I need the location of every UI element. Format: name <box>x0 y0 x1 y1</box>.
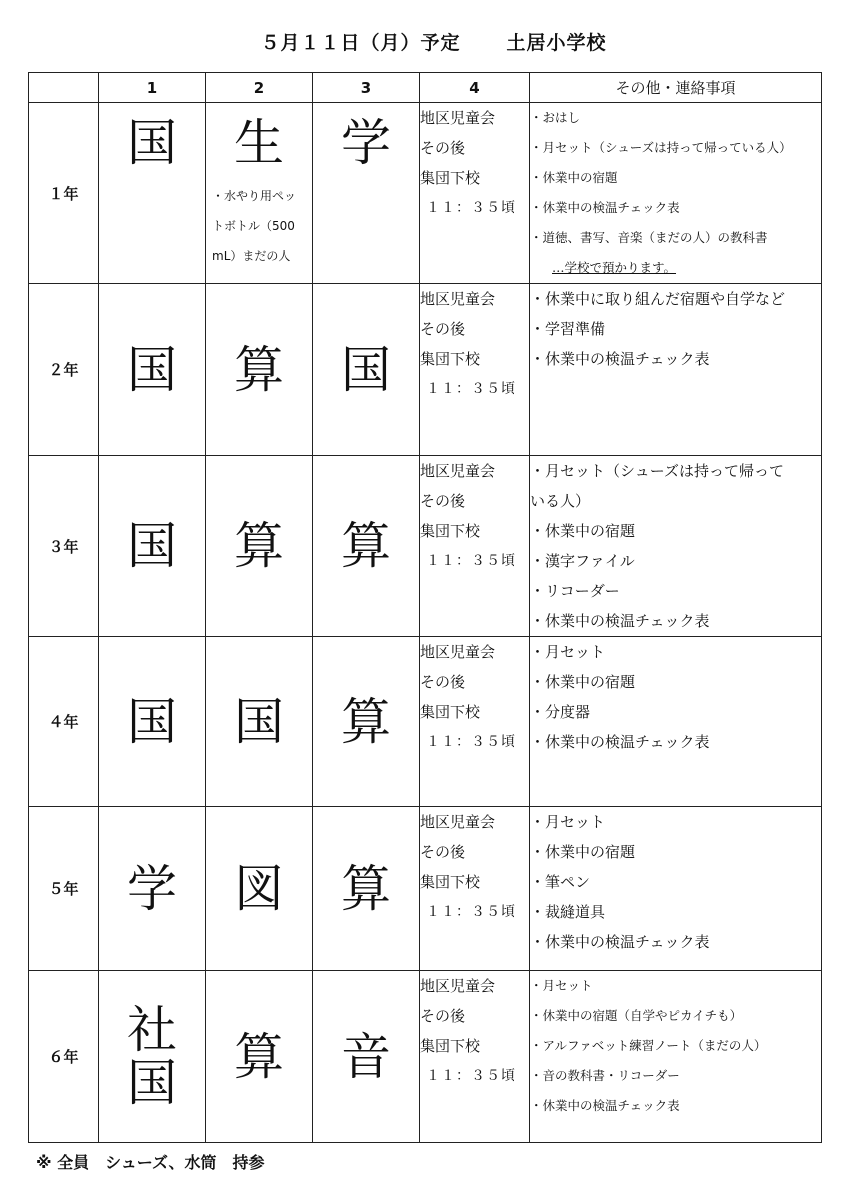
p4-line: 地区児童会 <box>420 977 496 995</box>
period-3-subject: 算 <box>313 807 420 971</box>
p4-line: 集団下校 <box>420 1037 481 1055</box>
note-item: ・休業中の宿題 <box>530 522 636 540</box>
note-item: ・裁縫道具 <box>530 903 606 921</box>
header-period-1: 1 <box>99 73 206 103</box>
grade-label: １年 <box>29 103 99 284</box>
note-item: ・月セット（シューズは持って帰って <box>530 462 784 480</box>
period-3-subject: 音 <box>313 971 420 1143</box>
grade-label: ２年 <box>29 284 99 456</box>
notes-cell <box>530 807 822 971</box>
note-item: ・月セット <box>530 978 593 993</box>
p4-line: その後 <box>420 673 466 691</box>
period-4-cell <box>420 807 530 971</box>
note-item: ・休業中の検温チェック表 <box>530 1098 680 1113</box>
period-2-subject: 生 <box>234 114 284 172</box>
period-1-cell <box>99 971 206 1143</box>
note-item: ・休業中の宿題 <box>530 170 618 185</box>
notes-cell <box>530 637 822 807</box>
period-4-cell <box>420 103 530 284</box>
grade-label: ６年 <box>29 971 99 1143</box>
period-2-subject: 図 <box>206 807 313 971</box>
period-1-subject: 国 <box>99 103 206 284</box>
note-item: ・休業中の宿題 <box>530 673 636 691</box>
p4-time: １１：３５頃 <box>426 553 516 569</box>
note-item: いる人） <box>530 492 591 510</box>
note-item: ・休業中の宿題（自学やピカイチも） <box>530 1008 743 1023</box>
note-item: ・アルファベット練習ノート（まだの人） <box>530 1038 767 1053</box>
notes-cell <box>530 456 822 637</box>
p4-time: １１：３５頃 <box>426 904 516 920</box>
note-item-indent: …学校で預かります。 <box>552 260 677 275</box>
p4-time: １１：３５頃 <box>426 381 516 397</box>
period-1-subject-a: 社 <box>127 1001 177 1059</box>
table-row <box>29 284 822 456</box>
table-row <box>29 456 822 637</box>
note-item: ・道徳、書写、音楽（まだの人）の教科書 <box>530 230 768 245</box>
period-2-subject: 算 <box>206 971 313 1143</box>
note-item: ・月セット（シューズは持って帰っている人） <box>530 140 792 155</box>
note-item: ・漢字ファイル <box>530 552 635 570</box>
note-item: ・音の教科書・リコーダー <box>530 1068 680 1083</box>
p4-line: 集団下校 <box>420 522 481 540</box>
note-item: ・分度器 <box>530 703 591 721</box>
p4-time: １１：３５頃 <box>426 1068 516 1084</box>
header-row <box>29 73 822 103</box>
p4-line: 集団下校 <box>420 169 481 187</box>
period-1-subject: 国 <box>99 284 206 456</box>
header-corner <box>29 73 99 103</box>
period-2-subject: 算 <box>206 456 313 637</box>
period-3-subject: 算 <box>313 637 420 807</box>
note-line: トボトル（500 <box>212 219 295 233</box>
p4-line: 集団下校 <box>420 873 481 891</box>
notes-cell <box>530 971 822 1143</box>
title-school: 土居小学校 <box>506 32 607 54</box>
note-item: ・休業中の検温チェック表 <box>530 733 710 751</box>
period-2-cell <box>206 103 313 284</box>
title-date: ５月１１日（月）予定 <box>260 32 461 54</box>
p4-line: その後 <box>420 1007 466 1025</box>
period-4-cell <box>420 284 530 456</box>
header-period-4: 4 <box>420 73 530 103</box>
note-item: ・月セット <box>530 813 606 831</box>
p4-line: その後 <box>420 139 466 157</box>
p4-line: 地区児童会 <box>420 813 496 831</box>
period-1-subject: 国 <box>99 456 206 637</box>
p4-time: １１：３５頃 <box>426 734 516 750</box>
p4-line: 地区児童会 <box>420 290 496 308</box>
note-item: ・休業中の検温チェック表 <box>530 933 710 951</box>
header-other-notes: その他・連絡事項 <box>530 73 822 103</box>
note-item: ・月セット <box>530 643 606 661</box>
note-item: ・筆ペン <box>530 873 591 891</box>
page-title <box>0 28 867 55</box>
p4-line: その後 <box>420 320 466 338</box>
period-1-subject-b: 国 <box>127 1053 177 1112</box>
notes-cell <box>530 284 822 456</box>
p4-line: その後 <box>420 492 466 510</box>
note-item: ・休業中の検温チェック表 <box>530 350 710 368</box>
period-3-subject: 算 <box>313 456 420 637</box>
period-1-subject: 学 <box>99 807 206 971</box>
note-item: ・休業中の検温チェック表 <box>530 612 710 630</box>
p4-line: 集団下校 <box>420 350 481 368</box>
note-item: ・学習準備 <box>530 320 606 338</box>
p4-line: 集団下校 <box>420 703 481 721</box>
table-row <box>29 637 822 807</box>
grade-label: ５年 <box>29 807 99 971</box>
period-4-cell <box>420 456 530 637</box>
grade-label: ３年 <box>29 456 99 637</box>
period-3-subject: 国 <box>313 284 420 456</box>
note-item: ・おはし <box>530 110 581 125</box>
notes-cell <box>530 103 822 284</box>
period-4-cell <box>420 971 530 1143</box>
p4-line: 地区児童会 <box>420 462 496 480</box>
period-3-subject: 学 <box>313 103 420 284</box>
period-4-cell <box>420 637 530 807</box>
grade-label: ４年 <box>29 637 99 807</box>
period-1-subject: 国 <box>99 637 206 807</box>
period-2-note <box>206 181 312 271</box>
note-line: ・水やり用ペッ <box>212 189 297 203</box>
note-item: ・休業中の検温チェック表 <box>530 200 680 215</box>
p4-line: 地区児童会 <box>420 643 496 661</box>
table-row <box>29 807 822 971</box>
p4-line: 地区児童会 <box>420 109 496 127</box>
note-line: mL）まだの人 <box>212 249 291 263</box>
schedule-table <box>28 72 822 1143</box>
table-row <box>29 103 822 284</box>
header-period-3: 3 <box>313 73 420 103</box>
footer-note: ※ 全員 シューズ、水筒 持参 <box>36 1153 265 1172</box>
p4-time: １１：３５頃 <box>426 200 516 216</box>
note-item: ・休業中の宿題 <box>530 843 636 861</box>
table-row <box>29 971 822 1143</box>
period-2-subject: 算 <box>206 284 313 456</box>
note-item: ・リコーダー <box>530 582 620 600</box>
header-period-2: 2 <box>206 73 313 103</box>
note-item: ・休業中に取り組んだ宿題や自学など <box>530 290 786 308</box>
p4-line: その後 <box>420 843 466 861</box>
period-2-subject: 国 <box>206 637 313 807</box>
